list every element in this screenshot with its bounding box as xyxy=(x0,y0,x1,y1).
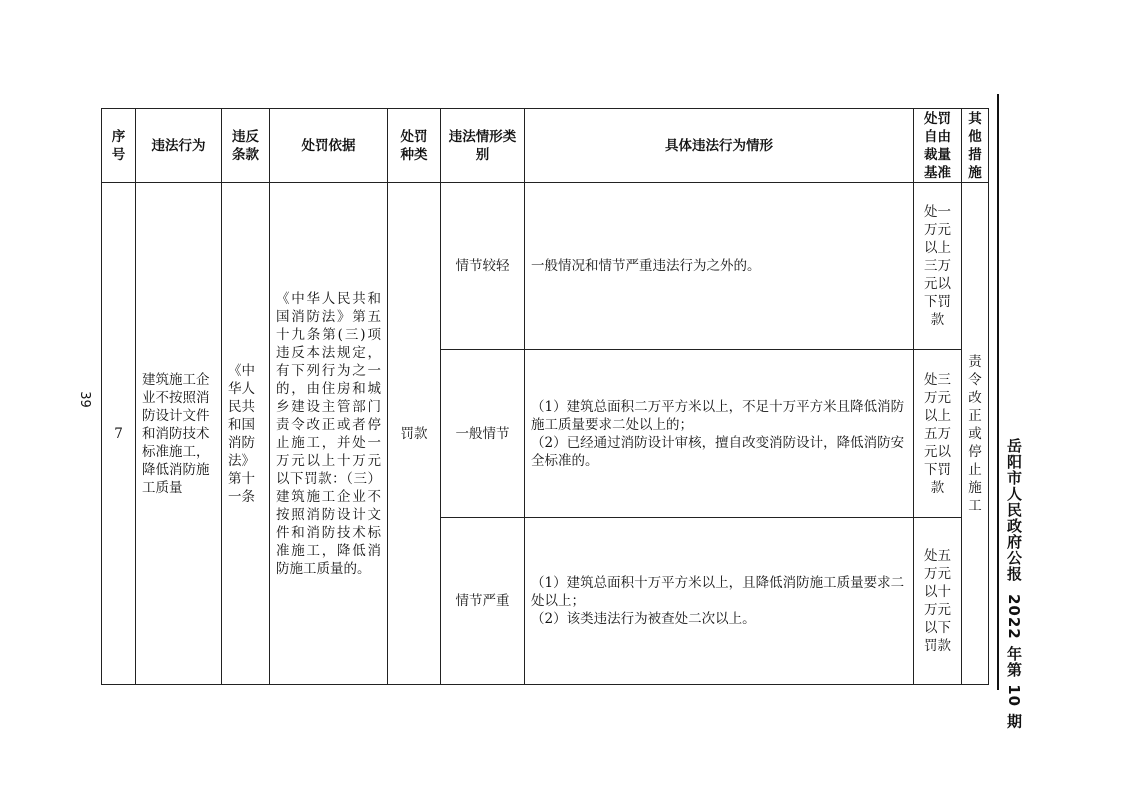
publication-title: 岳阳市人民政府公报 xyxy=(1005,438,1023,582)
standard-minor: 处一万元以上三万元以下罚款 xyxy=(914,183,962,350)
standard-serious: 处五万元以十万元以下罚款 xyxy=(914,518,962,685)
running-head xyxy=(1004,438,1025,729)
details-serious xyxy=(525,518,914,685)
row-behavior: 建筑施工企业不按照消防设计文件和消防技术标准施工，降低消防施工质量 xyxy=(136,183,222,685)
category-general: 一般情节 xyxy=(441,350,525,518)
details-line: （2）已经通过消防设计审核，擅自改变消防设计，降低消防安全标准的。 xyxy=(531,434,905,469)
header-no: 序号 xyxy=(102,109,136,183)
header-details: 具体违法行为情形 xyxy=(525,109,914,183)
header-category: 违法情形类别 xyxy=(441,109,525,183)
standard-general: 处三万元以上五万元以下罚款 xyxy=(914,350,962,518)
category-serious: 情节严重 xyxy=(441,518,525,685)
header-row xyxy=(102,109,989,183)
table-row xyxy=(102,183,989,350)
details-line: （2）该类违法行为被查处二次以上。 xyxy=(531,611,756,627)
header-behavior: 违法行为 xyxy=(136,109,222,183)
header-standard: 处罚自由裁量基准 xyxy=(914,109,962,183)
details-line: （1）建筑总面积十万平方米以上，且降低消防施工质量要求二处以上； xyxy=(531,575,905,609)
row-clause: 《中华人民共和国消防法》第十一条 xyxy=(222,183,270,685)
details-minor xyxy=(525,183,914,350)
page-number: 39 xyxy=(76,391,92,408)
side-rule xyxy=(997,94,999,690)
header-other: 其他措施 xyxy=(962,109,989,183)
header-basis: 处罚依据 xyxy=(270,109,388,183)
row-penalty-type: 罚款 xyxy=(388,183,441,685)
details-general xyxy=(525,350,914,518)
penalty-standard-table xyxy=(101,108,989,685)
header-penalty-type: 处罚种类 xyxy=(388,109,441,183)
issue-label: 2022 年第 10 期 xyxy=(1005,594,1023,730)
details-line: 一般情况和情节严重违法行为之外的。 xyxy=(531,258,761,274)
row-other-measures: 责令改正或停止施工 xyxy=(962,183,989,685)
details-line: （1）建筑总面积二万平方米以上，不足十万平方米且降低消防施工质量要求二处以上的； xyxy=(531,398,905,433)
header-clause: 违反条款 xyxy=(222,109,270,183)
category-minor: 情节较轻 xyxy=(441,183,525,350)
row-no: 7 xyxy=(102,183,136,685)
row-basis: 《中华人民共和国消防法》第五十九条第(三)项违反本法规定，有下列行为之一的，由住房和城乡建设主管部门责令改正或者停止施工，并处一万元以上十万元以下罚款：（三）建筑施工企业不按照消防设计文件和消防技术标准施工，降低消防施工质量的。 xyxy=(270,183,388,685)
